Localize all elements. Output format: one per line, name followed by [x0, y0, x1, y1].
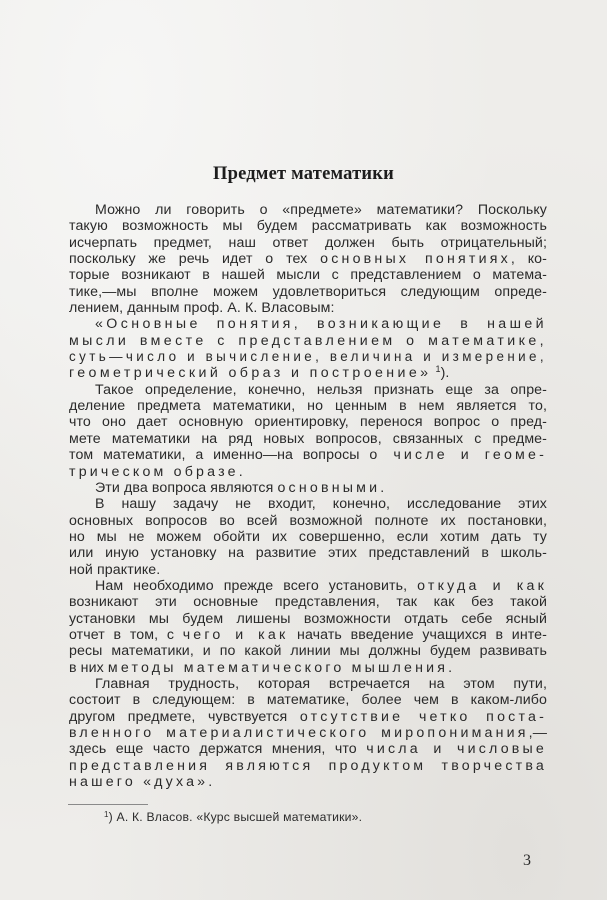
text-segment: здесь еще часто держатся мнения, что — [69, 741, 367, 758]
text-segment: . — [380, 479, 385, 496]
text-line — [69, 464, 547, 480]
text-line — [69, 774, 547, 790]
spaced-emphasis: суть—число и вычисление, величина и измерение, — [69, 349, 547, 365]
text-segment: в них — [69, 659, 108, 676]
spaced-emphasis: отсутствие четко поста- — [299, 708, 548, 725]
text-line — [69, 594, 547, 610]
text-segment: ресы математики, и по какой линии мы должны будем развивать — [69, 643, 547, 660]
text-line — [69, 692, 547, 708]
spaced-emphasis: методы математического мышления — [107, 659, 449, 676]
text-segment: ной практике. — [69, 561, 161, 578]
text-segment: возникают эти основные представления, так как без такой — [69, 594, 547, 611]
text-segment: мете математики на ряд новых вопросов, связанных с предме- — [69, 430, 547, 447]
text-line — [69, 382, 547, 398]
text-segment: начать введение учащихся в инте- — [288, 626, 548, 643]
text-segment: Можно ли говорить о «предмете» математики? Поскольку — [95, 202, 547, 218]
text-segment: . — [238, 463, 243, 480]
spaced-emphasis: трическом образе — [69, 463, 239, 480]
spaced-emphasis: «Основные понятия, возникающие в нашей — [95, 316, 547, 333]
quote-line — [69, 349, 547, 365]
spaced-emphasis: основных понятиях — [320, 251, 511, 268]
text-segment: торые возникают в нашей мысли с представлением о матема- — [69, 267, 547, 284]
text-line — [69, 202, 547, 218]
text-line — [69, 578, 547, 594]
spaced-emphasis: основными — [277, 479, 381, 496]
quote-line — [69, 316, 547, 332]
footnote-ref[interactable]: 1 — [435, 364, 441, 375]
text-line — [69, 496, 547, 512]
quote-line — [69, 333, 547, 349]
text-segment: лением, данным проф. А. К. Власовым: — [69, 300, 335, 317]
text-line — [69, 643, 547, 659]
text-segment: что оно дает основную ориентировку, перенося вопрос о пред- — [69, 414, 547, 431]
page-number: 3 — [523, 852, 531, 869]
text-line — [69, 251, 547, 267]
text-line — [69, 627, 547, 643]
text-line — [69, 300, 547, 316]
footnote-separator — [68, 804, 148, 805]
text-line — [69, 562, 547, 578]
text-line — [69, 218, 547, 234]
text-segment: Нам необходимо прежде всего установить, — [95, 577, 418, 594]
footnote — [104, 810, 362, 824]
text-line — [69, 741, 547, 757]
spaced-emphasis: чего и как — [182, 626, 289, 643]
body-text — [69, 202, 547, 790]
footnote-marker: 1 — [104, 810, 109, 819]
text-segment: Эти два вопроса являются — [95, 479, 278, 496]
text-line — [69, 660, 547, 676]
text-segment: поскольку же речь идет о тех — [69, 251, 321, 268]
text-segment: Такое определение, конечно, нельзя признать еще за опре- — [95, 381, 547, 398]
text-segment: В нашу задачу не входит, конечно, исследование этих — [95, 496, 547, 513]
text-segment: исчерпать предмет, наш ответ должен быть отрицательный; — [69, 234, 547, 251]
text-line — [69, 545, 547, 561]
text-line — [69, 758, 547, 774]
text-line — [69, 431, 547, 447]
text-segment: такую возможность мы будем рассматривать как возможность — [69, 218, 547, 235]
text-segment: установки мы будем лишены возможности отдать себе ясный — [69, 610, 547, 627]
text-segment: тике,—мы вполне можем удовлетвориться следующим опреде- — [69, 283, 547, 300]
text-line — [69, 676, 547, 692]
text-line — [69, 529, 547, 545]
spaced-emphasis: мысли вместе с представлением о математике, — [69, 332, 547, 349]
text-line — [69, 284, 547, 300]
footnote-text: ) А. К. Власов. «Курс высшей математики». — [108, 810, 363, 824]
text-line — [69, 725, 547, 741]
text-segment: другом предмете, чувствуется — [69, 708, 300, 725]
text-line — [69, 480, 547, 496]
spaced-emphasis: о числе и геоме- — [369, 447, 547, 464]
page-title: Предмет математики — [213, 164, 394, 184]
text-segment: . — [208, 774, 213, 791]
text-segment: основных вопросов во всей возможной полноте их постановки, — [69, 512, 547, 529]
text-segment: деление предмета математики, но ценным в нем является то, — [69, 398, 547, 415]
spaced-emphasis: геометрический образ и построение» — [69, 365, 432, 382]
text-segment: отчет в том, с — [69, 626, 183, 643]
text-segment: состоит в следующем: в математике, более чем в каком-либо — [69, 692, 547, 709]
text-segment: ). — [440, 365, 450, 382]
text-line — [69, 398, 547, 414]
text-segment: . — [448, 659, 453, 676]
spaced-emphasis: вленного материалистического миропонимания — [69, 725, 529, 741]
spaced-emphasis: числа и числовые — [366, 741, 548, 758]
text-line — [69, 513, 547, 529]
text-segment: том математики, а именно—на вопросы — [69, 447, 370, 464]
text-segment: но мы не можем обойти их совершенно, если хотим дать ту — [69, 528, 547, 545]
text-segment: или иную установку на развитие этих представлений в школь- — [69, 545, 547, 562]
spaced-emphasis: представления являются продуктом творчества — [69, 757, 547, 774]
text-line — [69, 611, 547, 627]
text-segment: ,— — [528, 725, 547, 741]
text-line — [69, 414, 547, 430]
quote-line — [69, 365, 547, 381]
text-line — [69, 447, 547, 463]
spaced-emphasis: откуда и как — [417, 577, 547, 594]
text-segment: Главная трудность, которая встречается на этом пути, — [95, 675, 547, 692]
text-line — [69, 267, 547, 283]
spaced-emphasis: нашего «духа» — [69, 774, 209, 791]
text-segment: , ко- — [510, 251, 547, 268]
text-line — [69, 235, 547, 251]
text-line — [69, 709, 547, 725]
